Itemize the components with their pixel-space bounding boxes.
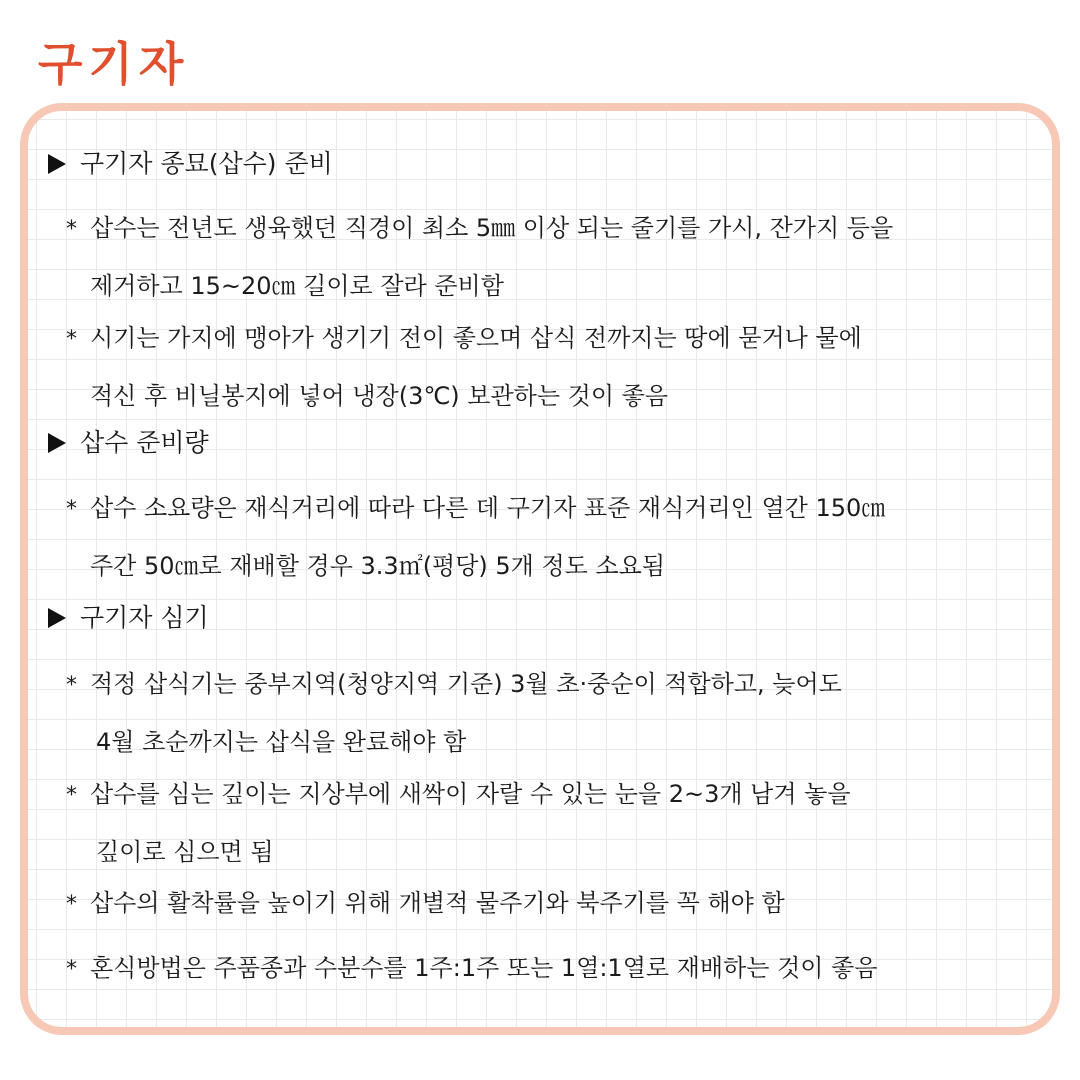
asterisk-bullet-icon: *	[66, 783, 77, 808]
asterisk-bullet-icon: *	[66, 217, 77, 242]
section-heading-text: 구기자 종묘(삽수) 준비	[80, 149, 333, 178]
bullet-item	[66, 766, 851, 880]
bullet-text-line1: 시기는 가지에 맹아가 생기기 전이 좋으며 삽식 전까지는 땅에 묻거나 물에	[90, 324, 862, 352]
bullet-item	[66, 310, 862, 424]
bullet-text-line2: 깊이로 심으면 됨	[96, 838, 274, 866]
bullet-item	[66, 200, 893, 314]
page-title: 구기자	[38, 37, 190, 91]
bullet-text-line1: 혼식방법은 주품종과 수분수를 1주:1주 또는 1열:1열로 재배하는 것이 좋음	[90, 954, 878, 982]
triangle-bullet-icon	[48, 433, 66, 453]
asterisk-bullet-icon: *	[66, 327, 77, 352]
bullet-item	[66, 875, 785, 933]
bullet-item	[66, 940, 877, 998]
asterisk-bullet-icon: *	[66, 957, 77, 982]
triangle-bullet-icon	[48, 154, 66, 174]
section-heading-cutting-quantity	[48, 426, 209, 460]
bullet-text-line1: 적정 삽식기는 중부지역(청양지역 기준) 3월 초·중순이 적합하고, 늦어도	[90, 670, 842, 698]
asterisk-bullet-icon: *	[66, 673, 77, 698]
asterisk-bullet-icon: *	[66, 497, 77, 522]
section-heading-seedling-prep	[48, 147, 333, 181]
triangle-bullet-icon	[48, 608, 66, 628]
bullet-text-line2: 주간 50㎝로 재배할 경우 3.3㎡(평당) 5개 정도 소요됨	[90, 552, 666, 580]
bullet-text-line1: 삽수 소요량은 재식거리에 따라 다른 데 구기자 표준 재식거리인 열간 150㎝	[90, 494, 886, 522]
bullet-text-line1: 삽수는 전년도 생육했던 직경이 최소 5㎜ 이상 되는 줄기를 가시, 잔가지 등을	[90, 214, 894, 242]
bullet-item	[66, 480, 885, 594]
bullet-text-line2: 제거하고 15~20㎝ 길이로 잘라 준비함	[90, 272, 504, 300]
bullet-text-line1: 삽수의 활착률을 높이기 위해 개별적 물주기와 북주기를 꼭 해야 함	[90, 889, 785, 917]
bullet-item	[66, 656, 842, 770]
bullet-text-line2: 4월 초순까지는 삽식을 완료해야 함	[96, 728, 467, 756]
section-heading-text: 구기자 심기	[80, 603, 209, 632]
section-heading-text: 삽수 준비량	[80, 428, 209, 457]
asterisk-bullet-icon: *	[66, 892, 77, 917]
bullet-text-line1: 삽수를 심는 깊이는 지상부에 새싹이 자랄 수 있는 눈을 2~3개 남겨 놓을	[90, 780, 851, 808]
bullet-text-line2: 적신 후 비닐봉지에 넣어 냉장(3℃) 보관하는 것이 좋음	[90, 382, 669, 410]
section-heading-planting	[48, 601, 209, 635]
